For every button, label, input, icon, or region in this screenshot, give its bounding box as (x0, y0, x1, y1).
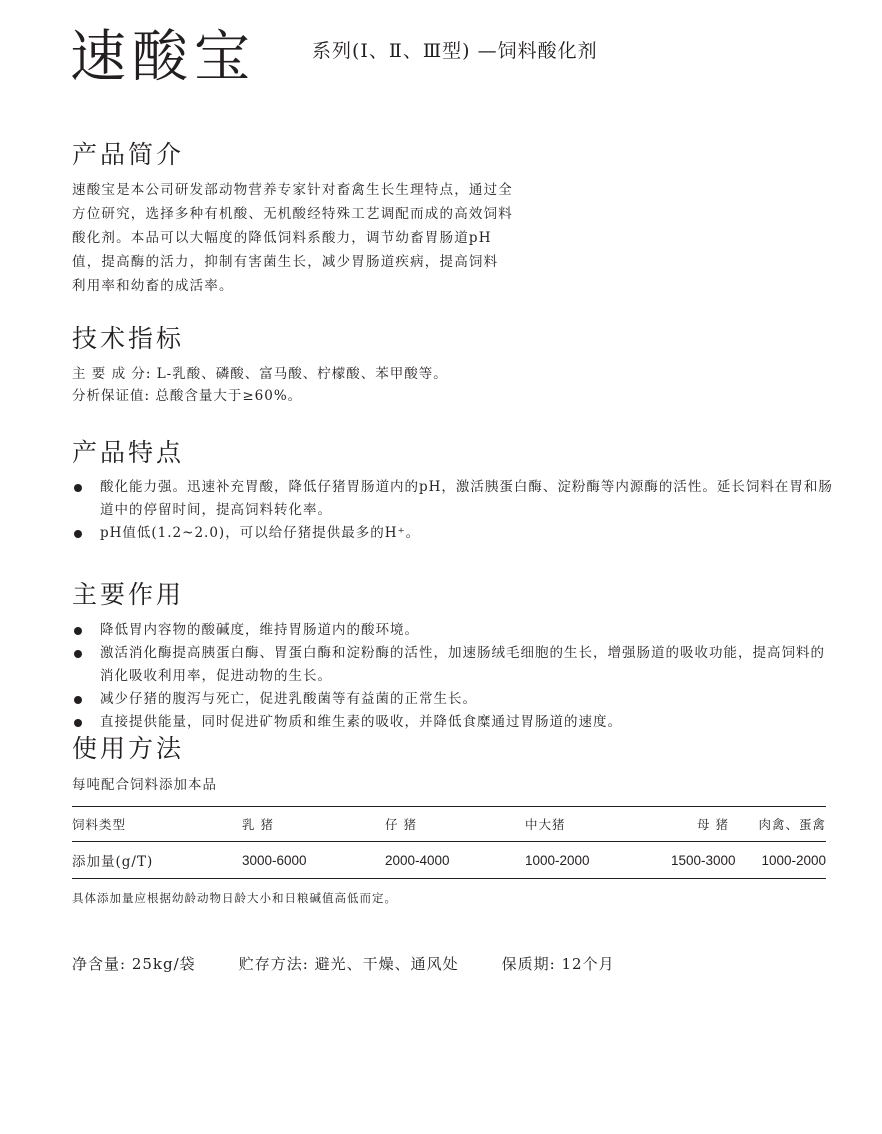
intro-line: 利用率和幼畜的成活率。 (72, 278, 234, 294)
specs-guarantee: 分析保证值: 总酸含量大于≥60%。 (72, 388, 303, 404)
table-header: 母 猪 (671, 807, 753, 842)
list-item (72, 619, 837, 642)
table-header: 肉禽、蛋禽 (753, 807, 826, 842)
specs-ingredients: 主 要 成 分: L-乳酸、磷酸、富马酸、柠檬酸、苯甲酸等。 (72, 366, 448, 382)
table-cell: 2000-4000 (385, 842, 525, 879)
table-row (72, 842, 826, 879)
intro-line: 值，提高酶的活力，抑制有害菌生长，减少胃肠道疾病，提高饲料 (72, 254, 499, 270)
bullet-icon (74, 530, 82, 538)
dosage-table (72, 806, 826, 879)
usage-intro: 每吨配合饲料添加本品 (72, 777, 217, 793)
table-cell: 1500-3000 (671, 842, 753, 879)
table-cell: 添加量(g/T) (72, 842, 242, 879)
usage-heading: 使用方法 (72, 734, 185, 763)
intro-heading: 产品简介 (72, 140, 185, 169)
function-text: 降低胃内容物的酸碱度，维持胃肠道内的酸环境。 (100, 622, 419, 638)
intro-line: 速酸宝是本公司研发部动物营养专家针对畜禽生长生理特点，通过全 (72, 182, 513, 198)
net-weight: 净含量: 25kg/袋 (72, 955, 196, 973)
list-item (72, 688, 837, 711)
table-header: 仔 猪 (385, 807, 525, 842)
feature-text: 酸化能力强。迅速补充胃酸，降低仔猪胃肠道内的pH，激活胰蛋白酶、淀粉酶等内源酶的活性。延长饲料在胃和肠道中的停留时间，提高饲料转化率。 (100, 479, 833, 518)
product-subtitle: 系列(Ⅰ、Ⅱ、Ⅲ型) —饲料酸化剂 (312, 40, 598, 62)
product-footer (72, 953, 653, 974)
feature-text: pH值低(1.2~2.0)，可以给仔猪提供最多的H⁺。 (100, 525, 421, 541)
storage-method: 贮存方法: 避光、干燥、通风处 (238, 955, 459, 973)
bullet-icon (74, 484, 82, 492)
function-text: 减少仔猪的腹泻与死亡，促进乳酸菌等有益菌的正常生长。 (100, 691, 477, 707)
bullet-icon (74, 696, 82, 704)
table-cell: 1000-2000 (525, 842, 671, 879)
table-header: 乳 猪 (242, 807, 385, 842)
specs-block (72, 363, 448, 407)
intro-line: 酸化剂。本品可以大幅度的降低饲料系酸力，调节幼畜胃肠道pH (72, 230, 492, 246)
list-item (72, 522, 837, 545)
list-item (72, 642, 837, 688)
bullet-icon (74, 627, 82, 635)
specs-heading: 技术指标 (72, 324, 185, 353)
bullet-icon (74, 650, 82, 658)
product-title: 速酸宝 (70, 25, 256, 90)
table-header-row (72, 807, 826, 842)
table-header: 中大猪 (525, 807, 671, 842)
functions-list (72, 619, 837, 734)
list-item (72, 476, 837, 522)
intro-paragraph (72, 178, 552, 298)
function-text: 激活消化酶提高胰蛋白酶、胃蛋白酶和淀粉酶的活性，加速肠绒毛细胞的生长，增强肠道的吸收功能，提高饲料的消化吸收利用率，促进动物的生长。 (100, 645, 825, 684)
intro-line: 方位研究，选择多种有机酸、无机酸经特殊工艺调配而成的高效饲料 (72, 206, 513, 222)
features-heading: 产品特点 (72, 438, 185, 467)
functions-heading: 主要作用 (72, 580, 185, 609)
shelf-life: 保质期: 12个月 (501, 955, 615, 973)
usage-note: 具体添加量应根据幼龄动物日龄大小和日粮碱值高低而定。 (72, 891, 397, 905)
bullet-icon (74, 719, 82, 727)
table-cell: 3000-6000 (242, 842, 385, 879)
list-item (72, 711, 837, 734)
features-list (72, 476, 837, 545)
function-text: 直接提供能量，同时促进矿物质和维生素的吸收，并降低食糜通过胃肠道的速度。 (100, 714, 622, 730)
table-cell: 1000-2000 (753, 842, 826, 879)
table-header: 饲料类型 (72, 807, 242, 842)
